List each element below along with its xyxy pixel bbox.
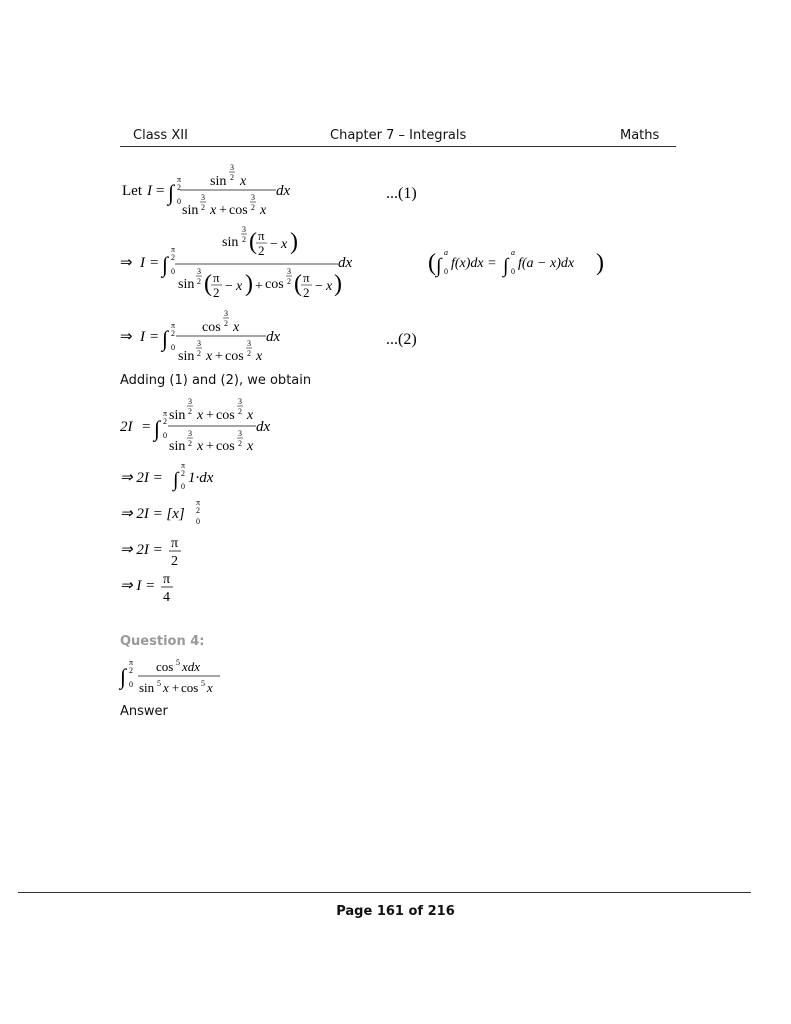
svg-text:sin: sin [210,174,227,189]
svg-text:0: 0 [444,267,448,276]
svg-text:2: 2 [238,407,242,416]
svg-text:x: x [281,237,288,252]
svg-text:2: 2 [303,285,310,300]
svg-text:⇒ I =: ⇒ I = [120,578,156,594]
svg-text:π: π [196,498,201,507]
svg-text:3: 3 [224,309,228,318]
equation-7 [118,534,258,570]
svg-text:cos: cos [265,277,284,292]
equation-2 [118,222,618,304]
svg-text:π: π [258,228,265,243]
svg-text:3: 3 [242,225,246,234]
svg-text:a: a [444,248,448,257]
equation-4 [118,394,318,458]
svg-text:2: 2 [238,439,242,448]
svg-text:=: = [150,255,159,271]
svg-text:=: = [150,329,159,345]
svg-text:∫: ∫ [503,255,509,277]
svg-text:cos: cos [229,203,248,218]
svg-text:f(x)dx =: f(x)dx = [451,256,497,271]
svg-text:): ) [334,271,342,297]
svg-text:2: 2 [247,349,251,358]
equation-6 [118,496,258,530]
svg-text:xdx: xdx [182,659,201,674]
svg-text:dx: dx [338,255,353,271]
svg-text:3: 3 [247,339,251,348]
svg-text:⇒: ⇒ [120,255,133,271]
svg-text:cos: cos [156,659,174,674]
svg-text:π: π [129,658,134,667]
svg-text:3: 3 [251,193,255,202]
svg-text:π: π [171,321,176,330]
svg-text:3: 3 [238,397,242,406]
svg-text:2: 2 [201,203,205,212]
svg-text:cos: cos [216,439,235,454]
svg-text:=: = [142,419,151,435]
header-subject: Maths [620,128,660,143]
svg-text:2: 2 [251,203,255,212]
svg-text:∫: ∫ [436,255,442,277]
svg-text:2: 2 [196,506,200,515]
svg-text:x: x [247,408,254,423]
svg-text:x: x [197,439,204,454]
svg-text:0: 0 [177,197,181,206]
svg-text:2: 2 [188,439,192,448]
svg-text:x: x [233,320,240,335]
svg-text:(: ( [428,250,436,276]
svg-text:π: π [171,536,179,551]
svg-text:x: x [236,279,243,294]
svg-text:3: 3 [197,267,201,276]
svg-text:⇒ 2I = [x]: ⇒ 2I = [x] [120,506,185,522]
svg-text:0: 0 [171,343,175,352]
svg-text:I: I [140,255,145,271]
svg-text:2I: 2I [120,419,133,435]
svg-text:3: 3 [238,429,242,438]
adding-text: Adding (1) and (2), we obtain [120,373,312,388]
svg-text:2: 2 [171,253,175,262]
svg-text:sin: sin [222,235,239,250]
svg-text:f(a − x)dx: f(a − x)dx [518,256,575,271]
svg-text:π: π [171,245,176,254]
svg-text:(: ( [249,229,257,255]
svg-text:5: 5 [157,679,161,688]
header-class: Class XII [133,128,188,143]
svg-text:2: 2 [213,285,220,300]
svg-text:3: 3 [188,397,192,406]
svg-text:5: 5 [176,658,180,667]
svg-text:−: − [315,279,323,294]
svg-text:2: 2 [197,277,201,286]
svg-text:sin: sin [169,439,186,454]
svg-text:cos: cos [181,680,199,695]
svg-text:0: 0 [129,680,133,689]
svg-text:∫: ∫ [162,252,169,277]
header-chapter: Chapter 7 – Integrals [330,128,467,143]
svg-text:): ) [596,250,604,276]
svg-text:a: a [511,248,515,257]
svg-text:x: x [256,349,263,364]
svg-text:sin: sin [169,408,186,423]
svg-text:dx: dx [256,419,271,435]
svg-text:+: + [255,279,263,294]
svg-text:sin: sin [139,680,155,695]
svg-text:3: 3 [197,339,201,348]
svg-text:x: x [260,203,267,218]
svg-text:+: + [215,349,223,364]
svg-text:2: 2 [171,329,175,338]
svg-text:x: x [326,279,333,294]
svg-text:π: π [213,270,220,285]
svg-text:2: 2 [171,554,178,569]
svg-text:−: − [270,237,278,252]
svg-text:π: π [303,270,310,285]
svg-text:4: 4 [163,590,170,605]
question-integral [118,654,258,698]
svg-text:3: 3 [188,429,192,438]
equation-8 [118,570,258,606]
svg-text:dx: dx [276,183,291,199]
svg-text:x: x [207,680,213,695]
svg-text:−: − [225,279,233,294]
svg-text:cos: cos [202,320,221,335]
svg-text:I: I [140,329,145,345]
svg-text:2: 2 [197,349,201,358]
svg-text:x: x [163,680,169,695]
question-label: Question 4: [120,634,205,649]
svg-text:∫: ∫ [168,180,175,205]
svg-text:2: 2 [188,407,192,416]
svg-text:π: π [177,175,182,184]
svg-text:x: x [247,439,254,454]
svg-text:2: 2 [177,183,181,192]
svg-text:cos: cos [225,349,244,364]
svg-text:=: = [156,183,165,199]
svg-text:I: I [147,183,152,199]
svg-text:2: 2 [258,243,265,258]
svg-text:2: 2 [287,277,291,286]
svg-text:⇒: ⇒ [120,329,133,345]
svg-text:+: + [206,408,214,423]
svg-text:+: + [172,680,180,695]
svg-text:+: + [219,203,227,218]
svg-text:x: x [240,174,247,189]
svg-text:Let: Let [122,183,142,199]
equation-1 [118,160,438,222]
svg-text:2: 2 [230,173,234,182]
svg-text:⇒ 2I =: ⇒ 2I = [120,542,163,558]
svg-text:2: 2 [129,666,133,675]
svg-text:2: 2 [224,319,228,328]
svg-text:0: 0 [511,267,515,276]
svg-text:0: 0 [196,517,200,526]
footer-rule [18,892,751,893]
svg-text:⇒ 2I =: ⇒ 2I = [120,470,163,486]
svg-text:sin: sin [182,203,199,218]
svg-text:∫: ∫ [120,664,127,689]
header-rule [120,146,676,147]
svg-text:x: x [210,203,217,218]
svg-text:): ) [245,271,253,297]
svg-text:cos: cos [216,408,235,423]
svg-text:2: 2 [163,417,167,426]
svg-text:sin: sin [178,277,195,292]
svg-text:3: 3 [287,267,291,276]
svg-text:5: 5 [201,679,205,688]
svg-text:(: ( [294,271,302,297]
svg-text:0: 0 [171,267,175,276]
svg-text:0: 0 [163,431,167,440]
svg-text:2: 2 [181,469,185,478]
svg-text:x: x [197,408,204,423]
equation-5 [118,458,258,492]
answer-label: Answer [120,704,168,719]
svg-text:3: 3 [230,163,234,172]
svg-text:π: π [163,409,168,418]
equation-3 [118,306,438,368]
svg-text:1·dx: 1·dx [188,470,214,486]
svg-text:0: 0 [181,482,185,491]
svg-text:∫: ∫ [173,469,179,491]
svg-text:sin: sin [178,349,195,364]
svg-text:dx: dx [266,329,281,345]
svg-text:∫: ∫ [162,326,169,351]
svg-text:π: π [163,572,171,587]
svg-text:∫: ∫ [154,416,161,441]
svg-text:(: ( [204,271,212,297]
svg-text:3: 3 [201,193,205,202]
svg-text:): ) [290,229,298,255]
svg-text:...(1): ...(1) [386,185,417,202]
svg-text:+: + [206,439,214,454]
svg-text:...(2): ...(2) [386,331,417,348]
svg-text:x: x [206,349,213,364]
page-number: Page 161 of 216 [336,904,455,919]
svg-text:2: 2 [242,235,246,244]
svg-text:π: π [181,461,186,470]
